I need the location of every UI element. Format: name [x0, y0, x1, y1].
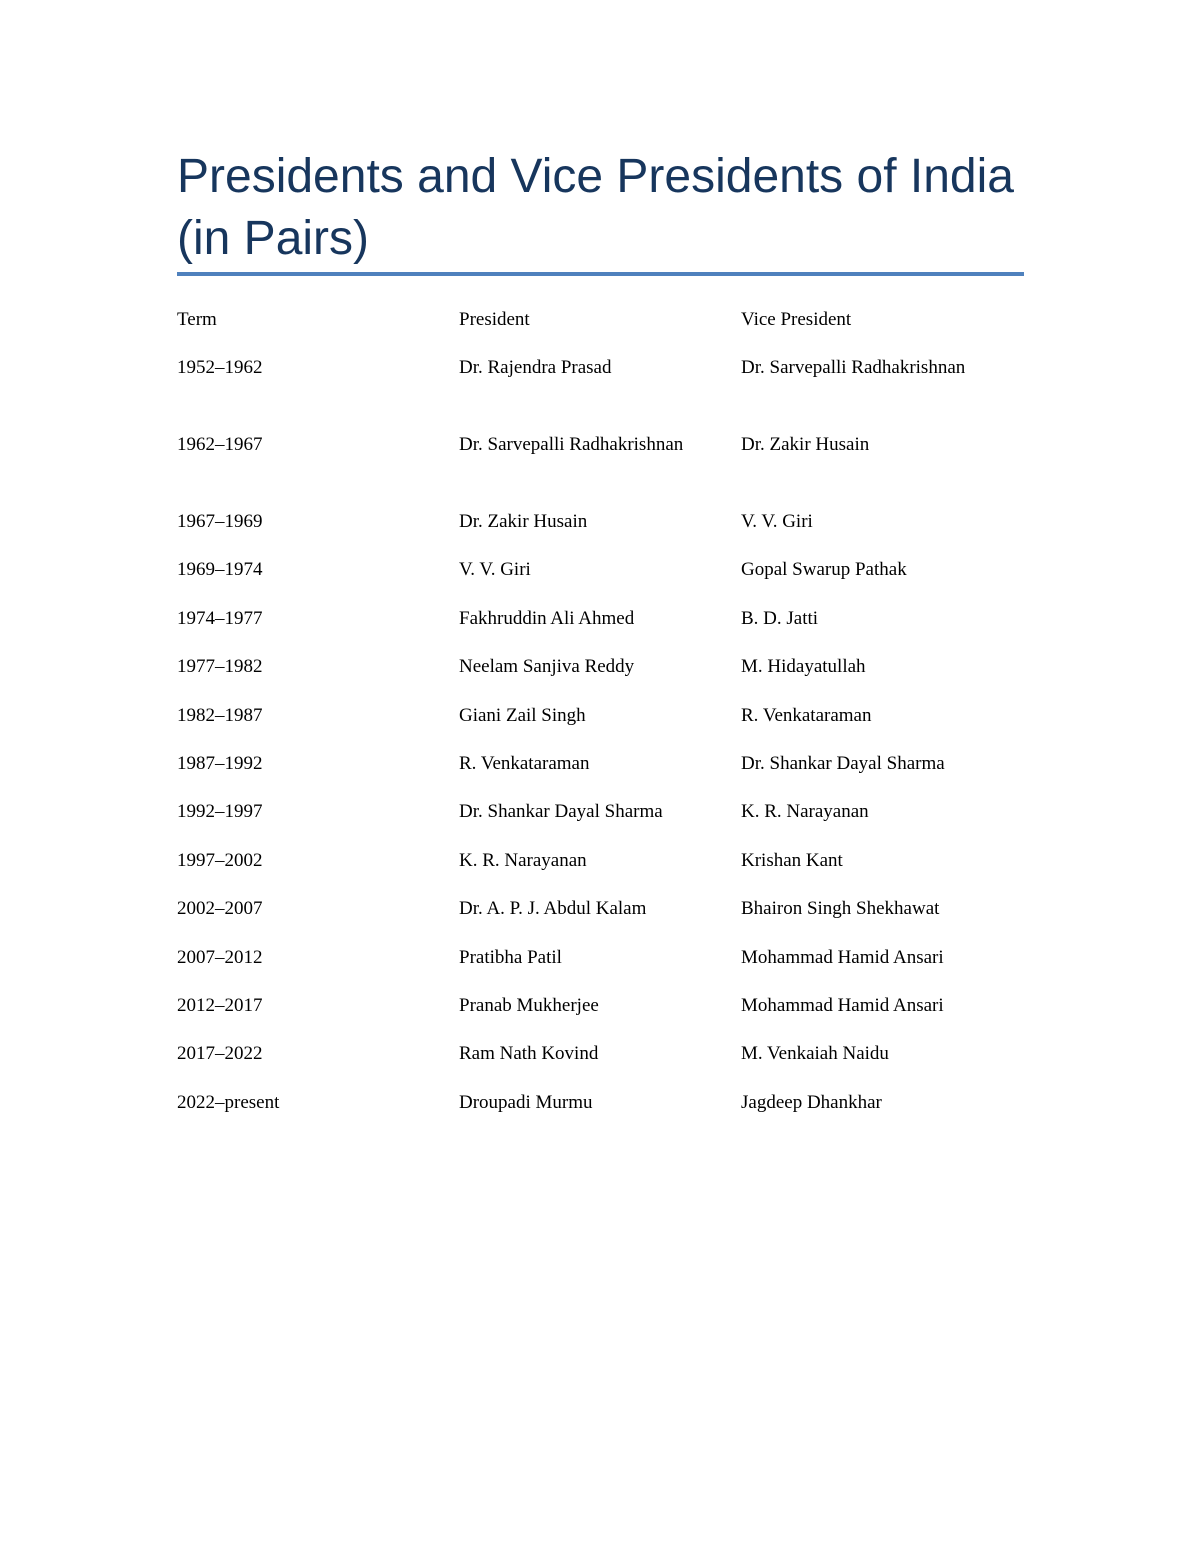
president-cell: Neelam Sanjiva Reddy	[459, 656, 635, 678]
table-row	[177, 508, 1001, 556]
table-row	[177, 1040, 1001, 1088]
vice-president-cell: Mohammad Hamid Ansari	[741, 994, 944, 1016]
term-cell: 1987–1992	[177, 752, 263, 774]
vice-president-cell: M. Venkaiah Naidu	[741, 1043, 889, 1065]
table-header-row	[177, 306, 1001, 354]
president-cell: Dr. A. P. J. Abdul Kalam	[459, 898, 647, 920]
table-row	[177, 1089, 1001, 1137]
table-row	[177, 653, 1001, 701]
term-cell: 1992–1997	[177, 801, 263, 823]
president-cell: R. Venkataraman	[459, 752, 590, 774]
term-cell: 2022–present	[177, 1091, 280, 1113]
vice-president-cell: Dr. Zakir Husain	[741, 434, 870, 455]
vice-president-cell: Krishan Kant	[741, 849, 843, 871]
vice-president-cell: Dr. Sarvepalli Radhakrishnan	[741, 357, 966, 378]
president-cell: Fakhruddin Ali Ahmed	[459, 607, 635, 629]
president-cell: Dr. Shankar Dayal Sharma	[459, 801, 663, 823]
header-president: President	[459, 309, 530, 330]
vice-president-cell: Mohammad Hamid Ansari	[741, 946, 944, 968]
term-cell: 1967–1969	[177, 511, 263, 532]
president-cell: Droupadi Murmu	[459, 1091, 593, 1113]
table-row	[177, 944, 1001, 992]
table-row	[177, 895, 1001, 943]
vice-president-cell: R. Venkataraman	[741, 704, 872, 726]
term-cell: 2002–2007	[177, 898, 263, 920]
title-underline	[177, 272, 1024, 276]
president-cell: Pranab Mukherjee	[459, 994, 599, 1016]
president-cell: K. R. Narayanan	[459, 849, 587, 871]
term-cell: 1952–1962	[177, 357, 263, 378]
president-cell: Ram Nath Kovind	[459, 1043, 599, 1065]
president-cell: V. V. Giri	[459, 559, 531, 581]
term-cell: 1982–1987	[177, 704, 263, 726]
table-row	[177, 847, 1001, 895]
vice-president-cell: K. R. Narayanan	[741, 801, 869, 823]
term-cell: 1962–1967	[177, 434, 263, 455]
vice-president-cell: V. V. Giri	[741, 511, 813, 532]
table-row	[177, 431, 1001, 508]
term-cell: 1969–1974	[177, 559, 263, 581]
term-cell: 2007–2012	[177, 946, 263, 968]
vice-president-cell: B. D. Jatti	[741, 607, 819, 629]
president-cell: Dr. Rajendra Prasad	[459, 357, 612, 378]
table-row	[177, 354, 1001, 431]
table-row	[177, 702, 1001, 750]
page-title: Presidents and Vice Presidents of India (in Pairs)	[177, 150, 1014, 265]
president-cell: Dr. Sarvepalli Radhakrishnan	[459, 434, 684, 455]
table-row	[177, 556, 1001, 604]
presidents-table	[177, 306, 1001, 1137]
table-row	[177, 798, 1001, 846]
vice-president-cell: M. Hidayatullah	[741, 656, 866, 678]
vice-president-cell: Gopal Swarup Pathak	[741, 559, 907, 581]
president-cell: Pratibha Patil	[459, 946, 562, 968]
term-cell: 2012–2017	[177, 994, 263, 1016]
table-row	[177, 605, 1001, 653]
table-row	[177, 992, 1001, 1040]
term-cell: 1974–1977	[177, 607, 263, 629]
president-cell: Giani Zail Singh	[459, 704, 586, 726]
vice-president-cell: Dr. Shankar Dayal Sharma	[741, 752, 945, 774]
president-cell: Dr. Zakir Husain	[459, 511, 588, 532]
term-cell: 1997–2002	[177, 849, 263, 871]
term-cell: 1977–1982	[177, 656, 263, 678]
vice-president-cell: Jagdeep Dhankhar	[741, 1091, 882, 1113]
term-cell: 2017–2022	[177, 1043, 263, 1065]
table-row	[177, 750, 1001, 798]
header-term: Term	[177, 309, 217, 330]
header-vice-president: Vice President	[741, 309, 852, 330]
vice-president-cell: Bhairon Singh Shekhawat	[741, 898, 940, 920]
